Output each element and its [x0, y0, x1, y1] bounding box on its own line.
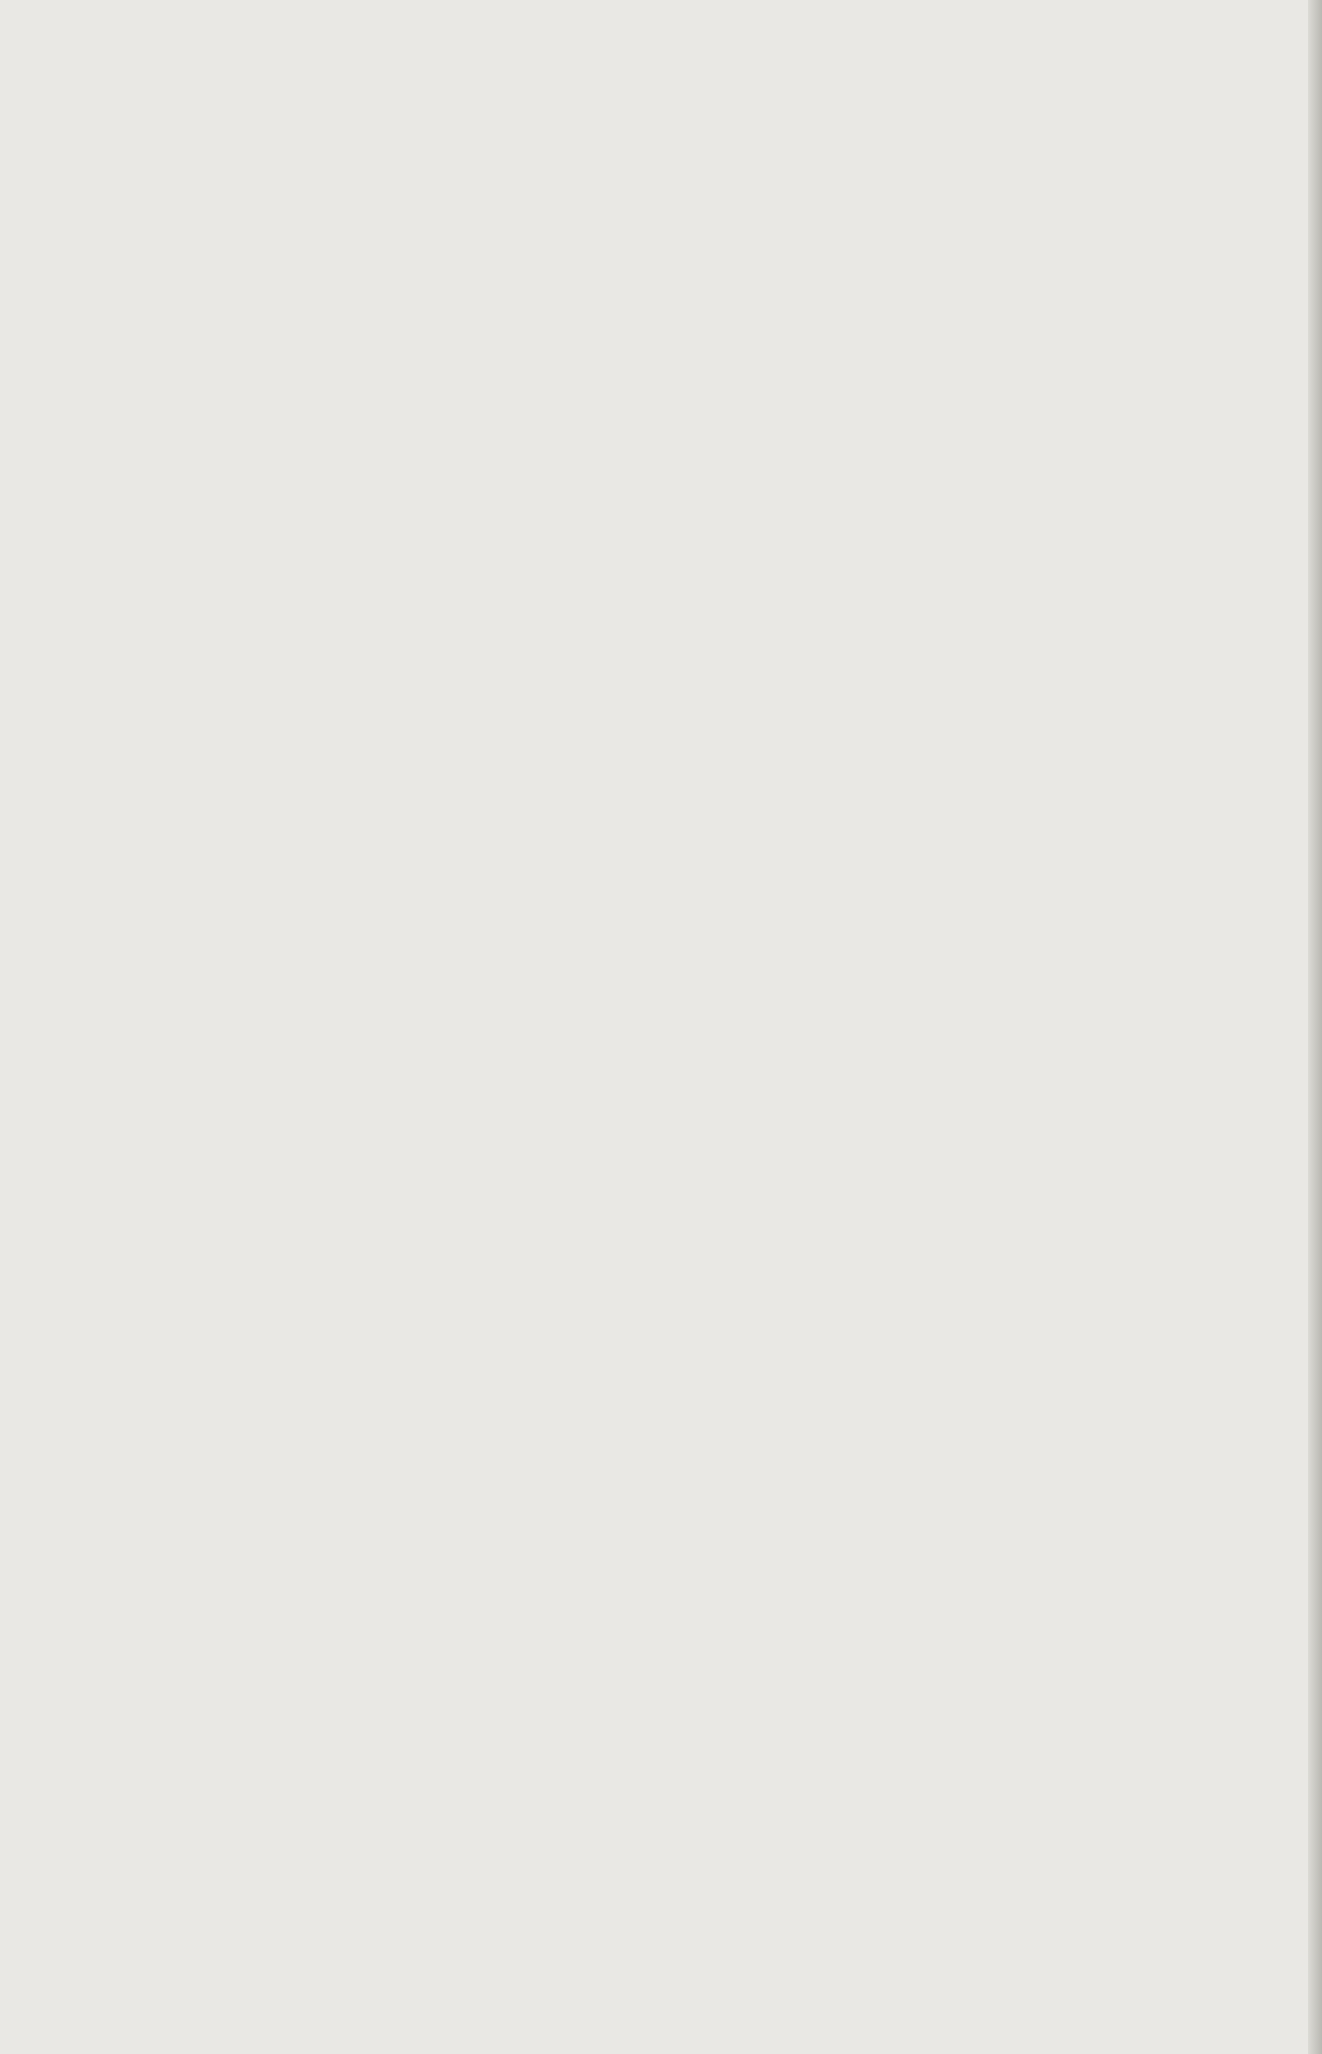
page-header: [0, 164, 1322, 204]
page-edge-shadow: [1308, 0, 1322, 2054]
